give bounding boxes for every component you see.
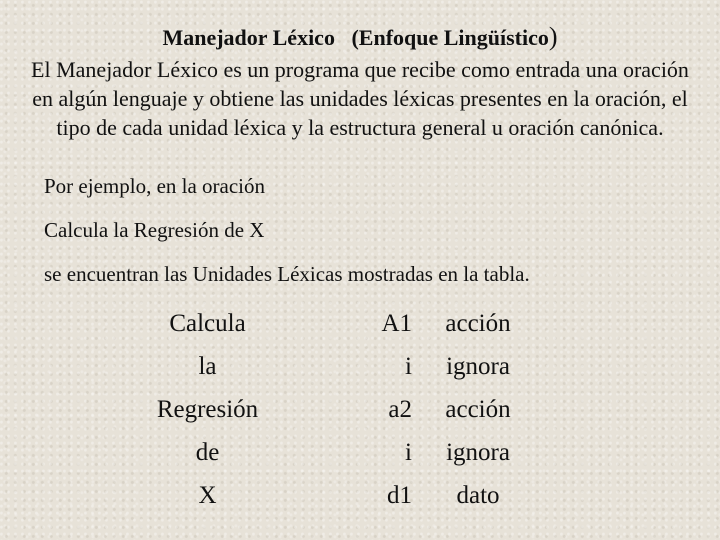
table-row — [0, 353, 720, 395]
example-sentence: Calcula la Regresión de X — [44, 218, 265, 242]
type-cell: dato — [456, 482, 500, 509]
type-cell: acción — [445, 310, 511, 337]
word-cell: Regresión — [156, 396, 259, 423]
table-row — [0, 396, 720, 438]
title-main: Manejador Léxico — [162, 25, 335, 50]
word-cell: X — [198, 482, 217, 509]
code-cell: a2 — [388, 396, 412, 423]
word-cell: la — [198, 353, 217, 380]
slide-title — [0, 22, 720, 52]
code-cell: d1 — [387, 482, 412, 509]
word-cell: Calcula — [169, 310, 246, 337]
intro-paragraph: El Manejador Léxico es un programa que recibe como entrada una oración en algún lenguaje y obtiene las unidades léxicas presentes en la oración, el tipo de cada unidad léxica y la estructura general u oración canónica. — [31, 57, 689, 140]
word-cell: de — [195, 439, 220, 466]
type-cell: ignora — [446, 439, 510, 466]
code-cell: A1 — [381, 310, 412, 337]
title-subtitle: (Enfoque Lingüístico — [351, 25, 549, 50]
code-cell: i — [405, 353, 412, 380]
table-row — [0, 482, 720, 524]
table-row — [0, 310, 720, 352]
example-intro: Por ejemplo, en la oración — [44, 174, 266, 198]
table-row — [0, 439, 720, 481]
type-cell: ignora — [446, 353, 510, 380]
type-cell: acción — [445, 396, 511, 423]
code-cell: i — [405, 439, 412, 466]
example-outro: se encuentran las Unidades Léxicas mostradas en la tabla. — [44, 262, 530, 286]
title-close-paren: ) — [548, 22, 558, 51]
